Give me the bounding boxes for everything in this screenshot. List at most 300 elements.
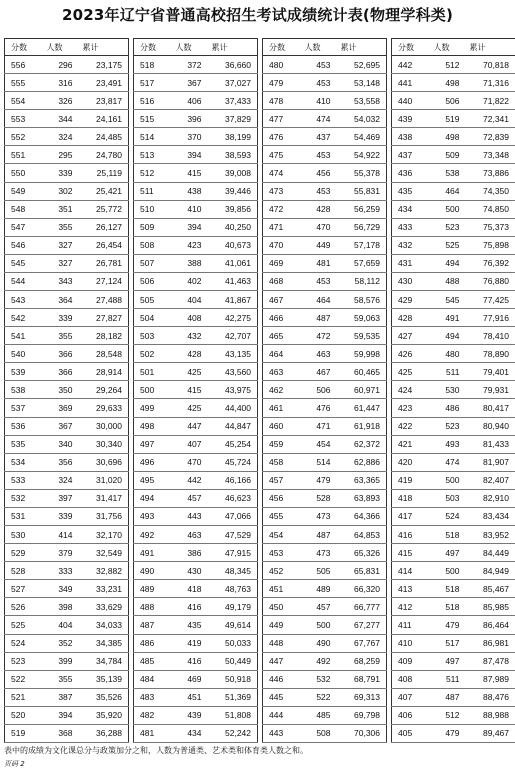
- cumulative-cell: 45,254: [206, 435, 258, 453]
- count-cell: 472: [299, 327, 335, 345]
- cumulative-cell: 34,385: [77, 634, 129, 652]
- score-cell: 474: [263, 164, 299, 182]
- score-header: 分数: [263, 39, 299, 56]
- count-cell: 522: [299, 688, 335, 706]
- cumulative-cell: 68,259: [335, 652, 387, 670]
- cumulative-cell: 77,425: [464, 291, 515, 309]
- score-cell: 465: [263, 327, 299, 345]
- score-table-segment: [391, 38, 515, 743]
- cumulative-cell: 74,850: [464, 200, 515, 218]
- cumulative-cell: 36,660: [206, 56, 258, 74]
- table-row: [5, 453, 129, 471]
- count-cell: 327: [41, 236, 77, 254]
- cumulative-cell: 44,847: [206, 417, 258, 435]
- count-cell: 428: [299, 200, 335, 218]
- footnote: 表中的成绩为文化课总分与政策加分之和，人数为普通类、艺术类和体育类人数之和。: [4, 746, 308, 755]
- count-cell: 368: [41, 724, 77, 742]
- count-cell: 506: [299, 381, 335, 399]
- score-cell: 445: [263, 688, 299, 706]
- cumulative-cell: 47,529: [206, 526, 258, 544]
- count-cell: 494: [428, 254, 464, 272]
- table-row: [392, 345, 515, 363]
- table-row: [392, 381, 515, 399]
- table-row: [263, 110, 387, 128]
- score-cell: 409: [392, 652, 428, 670]
- cumulative-cell: 37,027: [206, 74, 258, 92]
- score-cell: 405: [392, 724, 428, 742]
- count-cell: 453: [299, 146, 335, 164]
- count-cell: 355: [41, 218, 77, 236]
- table-row: [5, 182, 129, 200]
- count-cell: 344: [41, 110, 77, 128]
- score-cell: 413: [392, 580, 428, 598]
- score-cell: 549: [5, 182, 41, 200]
- table-row: [5, 74, 129, 92]
- count-cell: 497: [428, 544, 464, 562]
- cumulative-cell: 62,372: [335, 435, 387, 453]
- table-row: [263, 399, 387, 417]
- cumulative-cell: 59,535: [335, 327, 387, 345]
- score-cell: 415: [392, 544, 428, 562]
- score-cell: 507: [134, 254, 170, 272]
- score-cell: 453: [263, 544, 299, 562]
- count-cell: 419: [170, 634, 206, 652]
- score-cell: 489: [134, 580, 170, 598]
- cumulative-cell: 85,985: [464, 598, 515, 616]
- table-row: [392, 670, 515, 688]
- cumulative-cell: 70,306: [335, 724, 387, 742]
- cumulative-cell: 41,463: [206, 272, 258, 290]
- count-cell: 296: [41, 56, 77, 74]
- table-row: [134, 363, 258, 381]
- cumulative-cell: 59,063: [335, 309, 387, 327]
- count-cell: 327: [41, 254, 77, 272]
- score-cell: 525: [5, 616, 41, 634]
- table-row: [5, 363, 129, 381]
- table-row: [263, 507, 387, 525]
- count-cell: 340: [41, 435, 77, 453]
- cumulative-cell: 43,135: [206, 345, 258, 363]
- score-cell: 510: [134, 200, 170, 218]
- table-row: [134, 381, 258, 399]
- cumulative-cell: 72,341: [464, 110, 515, 128]
- table-row: [263, 724, 387, 742]
- table-row: [392, 272, 515, 290]
- score-cell: 419: [392, 471, 428, 489]
- score-cell: 550: [5, 164, 41, 182]
- score-cell: 416: [392, 526, 428, 544]
- table-row: [134, 128, 258, 146]
- score-cell: 406: [392, 706, 428, 724]
- score-cell: 531: [5, 507, 41, 525]
- table-row: [392, 616, 515, 634]
- table-row: [5, 652, 129, 670]
- table-row: [134, 92, 258, 110]
- table-row: [5, 526, 129, 544]
- score-cell: 473: [263, 182, 299, 200]
- cumulative-cell: 35,139: [77, 670, 129, 688]
- count-cell: 494: [428, 327, 464, 345]
- cumulative-cell: 76,880: [464, 272, 515, 290]
- count-cell: 518: [428, 526, 464, 544]
- table-row: [263, 489, 387, 507]
- table-row: [392, 634, 515, 652]
- count-cell: 474: [428, 453, 464, 471]
- score-cell: 490: [134, 562, 170, 580]
- cumulative-cell: 28,548: [77, 345, 129, 363]
- count-cell: 480: [428, 345, 464, 363]
- score-cell: 476: [263, 128, 299, 146]
- table-row: [5, 92, 129, 110]
- score-cell: 454: [263, 526, 299, 544]
- score-cell: 468: [263, 272, 299, 290]
- table-row: [5, 146, 129, 164]
- score-cell: 481: [134, 724, 170, 742]
- count-cell: 349: [41, 580, 77, 598]
- table-row: [134, 417, 258, 435]
- page-number: 页码 2: [4, 760, 25, 768]
- table-header-row: [5, 39, 129, 56]
- count-cell: 425: [170, 363, 206, 381]
- count-cell: 326: [41, 92, 77, 110]
- count-cell: 408: [170, 309, 206, 327]
- cumulative-cell: 67,277: [335, 616, 387, 634]
- cumulative-cell: 67,767: [335, 634, 387, 652]
- cumulative-cell: 33,231: [77, 580, 129, 598]
- cumulative-cell: 50,449: [206, 652, 258, 670]
- cumulative-cell: 89,467: [464, 724, 515, 742]
- count-header: 人数: [299, 39, 335, 56]
- score-cell: 427: [392, 327, 428, 345]
- table-row: [134, 526, 258, 544]
- cumulative-cell: 84,449: [464, 544, 515, 562]
- count-cell: 464: [299, 291, 335, 309]
- cumulative-cell: 41,061: [206, 254, 258, 272]
- table-row: [5, 598, 129, 616]
- count-cell: 487: [299, 309, 335, 327]
- table-row: [134, 236, 258, 254]
- count-cell: 453: [299, 74, 335, 92]
- cumulative-cell: 80,417: [464, 399, 515, 417]
- cumulative-cell: 26,127: [77, 218, 129, 236]
- table-row: [392, 309, 515, 327]
- cumulative-cell: 76,392: [464, 254, 515, 272]
- score-cell: 511: [134, 182, 170, 200]
- table-row: [263, 652, 387, 670]
- table-row: [263, 272, 387, 290]
- cumulative-cell: 72,839: [464, 128, 515, 146]
- cumulative-cell: 63,365: [335, 471, 387, 489]
- table-row: [5, 435, 129, 453]
- score-cell: 548: [5, 200, 41, 218]
- count-header: 人数: [428, 39, 464, 56]
- count-cell: 503: [428, 489, 464, 507]
- cumulative-cell: 26,781: [77, 254, 129, 272]
- cumulative-cell: 50,033: [206, 634, 258, 652]
- table-row: [5, 724, 129, 742]
- count-cell: 387: [41, 688, 77, 706]
- count-cell: 457: [170, 489, 206, 507]
- count-cell: 355: [41, 327, 77, 345]
- count-header: 人数: [170, 39, 206, 56]
- cumulative-cell: 63,893: [335, 489, 387, 507]
- count-cell: 491: [428, 309, 464, 327]
- count-cell: 500: [299, 616, 335, 634]
- score-cell: 504: [134, 309, 170, 327]
- table-row: [263, 453, 387, 471]
- table-row: [263, 164, 387, 182]
- score-cell: 441: [392, 74, 428, 92]
- cumulative-cell: 52,695: [335, 56, 387, 74]
- cumulative-cell: 32,170: [77, 526, 129, 544]
- table-row: [134, 616, 258, 634]
- cumulative-cell: 79,401: [464, 363, 515, 381]
- table-row: [5, 544, 129, 562]
- count-cell: 481: [299, 254, 335, 272]
- score-cell: 457: [263, 471, 299, 489]
- table-row: [263, 74, 387, 92]
- score-cell: 555: [5, 74, 41, 92]
- table-row: [263, 128, 387, 146]
- table-row: [263, 471, 387, 489]
- cumulative-cell: 25,119: [77, 164, 129, 182]
- count-cell: 485: [299, 706, 335, 724]
- cumulative-cell: 54,922: [335, 146, 387, 164]
- table-row: [134, 218, 258, 236]
- count-cell: 415: [170, 164, 206, 182]
- table-row: [392, 489, 515, 507]
- table-row: [5, 634, 129, 652]
- count-cell: 476: [299, 399, 335, 417]
- cumulative-cell: 38,593: [206, 146, 258, 164]
- table-row: [263, 562, 387, 580]
- cumulative-cell: 42,707: [206, 327, 258, 345]
- table-row: [5, 616, 129, 634]
- count-cell: 435: [170, 616, 206, 634]
- score-cell: 439: [392, 110, 428, 128]
- cumulative-cell: 29,633: [77, 399, 129, 417]
- cumulative-cell: 31,020: [77, 471, 129, 489]
- count-cell: 525: [428, 236, 464, 254]
- cumulative-cell: 39,856: [206, 200, 258, 218]
- cumulative-cell: 31,756: [77, 507, 129, 525]
- cumulative-header: 累计: [335, 39, 387, 56]
- table-row: [263, 200, 387, 218]
- table-row: [134, 327, 258, 345]
- count-cell: 479: [428, 724, 464, 742]
- cumulative-cell: 68,791: [335, 670, 387, 688]
- count-cell: 453: [299, 182, 335, 200]
- score-cell: 536: [5, 417, 41, 435]
- score-cell: 486: [134, 634, 170, 652]
- count-cell: 488: [428, 272, 464, 290]
- cumulative-cell: 24,485: [77, 128, 129, 146]
- score-header: 分数: [392, 39, 428, 56]
- cumulative-cell: 33,629: [77, 598, 129, 616]
- count-cell: 430: [170, 562, 206, 580]
- cumulative-cell: 59,998: [335, 345, 387, 363]
- table-row: [5, 507, 129, 525]
- score-cell: 517: [134, 74, 170, 92]
- count-cell: 518: [428, 580, 464, 598]
- count-cell: 447: [170, 417, 206, 435]
- score-cell: 498: [134, 417, 170, 435]
- count-cell: 443: [170, 507, 206, 525]
- count-cell: 487: [299, 526, 335, 544]
- count-cell: 523: [428, 417, 464, 435]
- count-cell: 437: [299, 128, 335, 146]
- count-cell: 415: [170, 381, 206, 399]
- count-cell: 370: [170, 128, 206, 146]
- table-row: [134, 435, 258, 453]
- table-header-row: [392, 39, 515, 56]
- cumulative-cell: 77,916: [464, 309, 515, 327]
- cumulative-cell: 36,288: [77, 724, 129, 742]
- score-cell: 519: [5, 724, 41, 742]
- cumulative-cell: 75,373: [464, 218, 515, 236]
- count-cell: 514: [299, 453, 335, 471]
- table-row: [392, 544, 515, 562]
- score-cell: 506: [134, 272, 170, 290]
- count-cell: 339: [41, 309, 77, 327]
- count-cell: 366: [41, 345, 77, 363]
- cumulative-cell: 61,447: [335, 399, 387, 417]
- cumulative-cell: 27,124: [77, 272, 129, 290]
- table-row: [134, 598, 258, 616]
- cumulative-cell: 34,784: [77, 652, 129, 670]
- table-row: [392, 218, 515, 236]
- score-cell: 461: [263, 399, 299, 417]
- score-cell: 407: [392, 688, 428, 706]
- table-row: [134, 706, 258, 724]
- cumulative-cell: 28,182: [77, 327, 129, 345]
- count-cell: 518: [428, 598, 464, 616]
- table-row: [5, 688, 129, 706]
- score-cell: 472: [263, 200, 299, 218]
- table-row: [263, 526, 387, 544]
- cumulative-cell: 69,313: [335, 688, 387, 706]
- page-title: 2023年辽宁省普通高校招生考试成绩统计表(物理学科类): [61, 6, 454, 24]
- score-cell: 410: [392, 634, 428, 652]
- score-cell: 479: [263, 74, 299, 92]
- table-row: [5, 327, 129, 345]
- table-row: [5, 309, 129, 327]
- count-cell: 498: [428, 74, 464, 92]
- table-row: [134, 272, 258, 290]
- score-cell: 478: [263, 92, 299, 110]
- cumulative-cell: 47,066: [206, 507, 258, 525]
- cumulative-cell: 51,808: [206, 706, 258, 724]
- cumulative-cell: 31,417: [77, 489, 129, 507]
- table-row: [5, 562, 129, 580]
- cumulative-cell: 73,886: [464, 164, 515, 182]
- table-row: [134, 634, 258, 652]
- cumulative-cell: 40,673: [206, 236, 258, 254]
- cumulative-cell: 30,696: [77, 453, 129, 471]
- cumulative-header: 累计: [464, 39, 515, 56]
- score-cell: 530: [5, 526, 41, 544]
- cumulative-cell: 46,623: [206, 489, 258, 507]
- table-row: [134, 182, 258, 200]
- cumulative-cell: 69,798: [335, 706, 387, 724]
- count-cell: 394: [41, 706, 77, 724]
- count-cell: 432: [170, 327, 206, 345]
- count-cell: 453: [299, 272, 335, 290]
- score-cell: 448: [263, 634, 299, 652]
- cumulative-cell: 70,818: [464, 56, 515, 74]
- cumulative-cell: 26,454: [77, 236, 129, 254]
- cumulative-cell: 60,971: [335, 381, 387, 399]
- cumulative-cell: 41,867: [206, 291, 258, 309]
- count-cell: 404: [170, 291, 206, 309]
- cumulative-cell: 87,989: [464, 670, 515, 688]
- count-cell: 457: [299, 598, 335, 616]
- cumulative-cell: 71,822: [464, 92, 515, 110]
- score-cell: 494: [134, 489, 170, 507]
- table-row: [5, 236, 129, 254]
- cumulative-cell: 28,914: [77, 363, 129, 381]
- cumulative-cell: 81,907: [464, 453, 515, 471]
- cumulative-cell: 53,148: [335, 74, 387, 92]
- count-cell: 464: [428, 182, 464, 200]
- cumulative-cell: 65,326: [335, 544, 387, 562]
- table-row: [134, 562, 258, 580]
- score-cell: 438: [392, 128, 428, 146]
- score-cell: 526: [5, 598, 41, 616]
- count-cell: 500: [428, 471, 464, 489]
- score-cell: 408: [392, 670, 428, 688]
- count-cell: 505: [299, 562, 335, 580]
- cumulative-cell: 25,421: [77, 182, 129, 200]
- score-header: 分数: [134, 39, 170, 56]
- table-row: [134, 688, 258, 706]
- cumulative-cell: 65,831: [335, 562, 387, 580]
- score-table-segment: [133, 38, 258, 743]
- score-cell: 442: [392, 56, 428, 74]
- count-cell: 386: [170, 544, 206, 562]
- cumulative-cell: 35,526: [77, 688, 129, 706]
- table-header-row: [134, 39, 258, 56]
- count-cell: 355: [41, 670, 77, 688]
- cumulative-cell: 56,729: [335, 218, 387, 236]
- score-cell: 497: [134, 435, 170, 453]
- score-cell: 553: [5, 110, 41, 128]
- cumulative-cell: 87,478: [464, 652, 515, 670]
- count-cell: 517: [428, 634, 464, 652]
- score-cell: 514: [134, 128, 170, 146]
- cumulative-cell: 81,433: [464, 435, 515, 453]
- table-row: [134, 164, 258, 182]
- score-cell: 421: [392, 435, 428, 453]
- score-cell: 475: [263, 146, 299, 164]
- table-row: [134, 507, 258, 525]
- count-cell: 343: [41, 272, 77, 290]
- score-cell: 458: [263, 453, 299, 471]
- count-cell: 479: [428, 616, 464, 634]
- cumulative-cell: 83,434: [464, 507, 515, 525]
- score-cell: 470: [263, 236, 299, 254]
- cumulative-header: 累计: [77, 39, 129, 56]
- score-cell: 469: [263, 254, 299, 272]
- score-cell: 424: [392, 381, 428, 399]
- cumulative-cell: 86,981: [464, 634, 515, 652]
- score-cell: 452: [263, 562, 299, 580]
- table-row: [392, 562, 515, 580]
- cumulative-cell: 39,446: [206, 182, 258, 200]
- count-cell: 500: [428, 200, 464, 218]
- table-row: [392, 417, 515, 435]
- cumulative-cell: 88,988: [464, 706, 515, 724]
